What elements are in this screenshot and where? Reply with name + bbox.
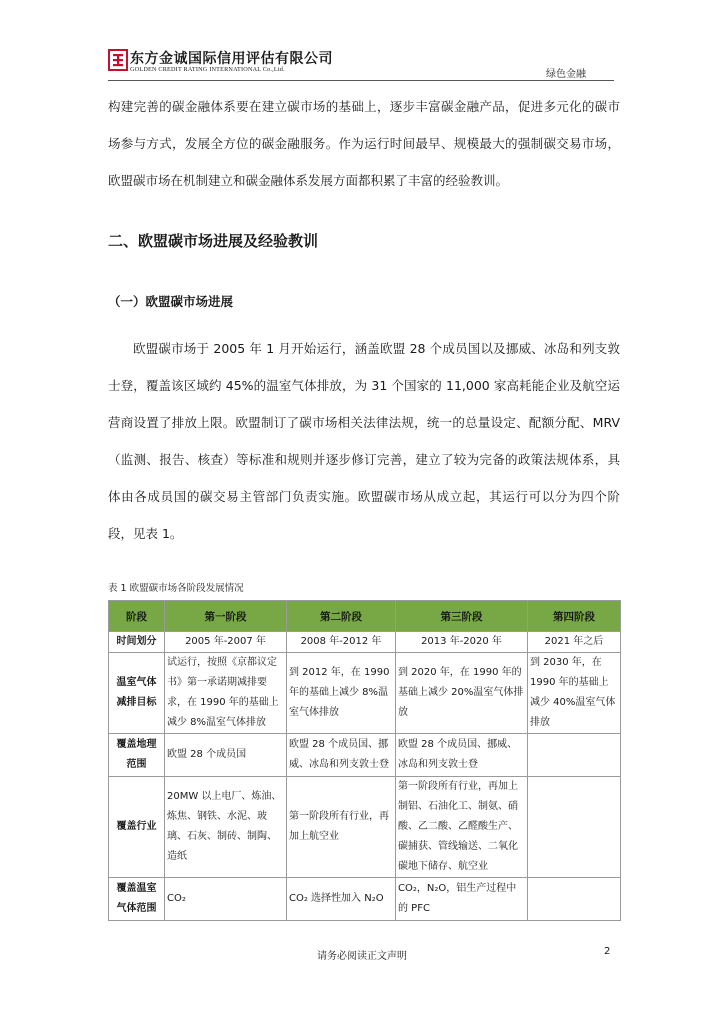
table-cell: 欧盟 28 个成员国 xyxy=(165,734,287,777)
row-label-sector: 覆盖行业 xyxy=(109,777,165,878)
table-cell xyxy=(528,878,621,921)
row-label-target: 温室气体减排目标 xyxy=(109,653,165,734)
eu-ets-phases-table xyxy=(108,600,621,921)
page-number: 2 xyxy=(604,946,611,957)
footer-notice: 请务必阅读正文声明 xyxy=(317,951,407,962)
table-row xyxy=(109,777,621,878)
header-phase-4: 第四阶段 xyxy=(528,601,621,632)
table-header-row xyxy=(109,601,621,632)
table-cell: CO₂ xyxy=(165,878,287,921)
table-cell: 2021 年之后 xyxy=(528,632,621,653)
table-cell: 2005 年-2007 年 xyxy=(165,632,287,653)
table-row xyxy=(109,734,621,777)
table-cell: 到 2030 年，在 1990 年的基础上减少 40%温室气体排放 xyxy=(528,653,621,734)
table-cell: 欧盟 28 个成员国、挪威、冰岛和列支敦士登 xyxy=(396,734,528,777)
header-phase-2: 第二阶段 xyxy=(287,601,396,632)
table-cell: 2008 年-2012 年 xyxy=(287,632,396,653)
section-label: 绿色金融 xyxy=(546,69,586,80)
row-label-gas: 覆盖温室气体范围 xyxy=(109,878,165,921)
header-phase-3: 第三阶段 xyxy=(396,601,528,632)
header-phase: 阶段 xyxy=(109,601,165,632)
table-cell: 欧盟 28 个成员国、挪威、冰岛和列支敦士登 xyxy=(287,734,396,777)
table-cell: CO₂，N₂O，铝生产过程中的 PFC xyxy=(396,878,528,921)
table-cell: 到 2020 年，在 1990 年的基础上减少 20%温室气体排放 xyxy=(396,653,528,734)
table-row xyxy=(109,878,621,921)
table-cell xyxy=(528,734,621,777)
row-label-time: 时间划分 xyxy=(109,632,165,653)
table-row xyxy=(109,653,621,734)
company-name-en: GOLDEN CREDIT RATING INTERNATIONAL Co.,Ltd. xyxy=(130,66,285,73)
intro-paragraph: 构建完善的碳金融体系要在建立碳市场的基础上，逐步丰富碳金融产品，促进多元化的碳市场参与方式，发展全方位的碳金融服务。作为运行时间最早、规模最大的强制碳交易市场，欧盟碳市场在机制建立和碳金融体系发展方面都积累了丰富的经验教训。 xyxy=(108,99,620,188)
table-cell: 第一阶段所有行业，再加上航空业 xyxy=(287,777,396,878)
table-cell: 2013 年-2020 年 xyxy=(396,632,528,653)
table-cell: 第一阶段所有行业，再加上制铝、石油化工、制氨、硝酸、乙二酸、乙醛酸生产、碳捕获、管线输送、二氧化碳地下储存、航空业 xyxy=(396,777,528,878)
row-label-scope: 覆盖地理范围 xyxy=(109,734,165,777)
company-logo-icon xyxy=(108,49,128,71)
table-cell: 到 2012 年，在 1990 年的基础上减少 8%温室气体排放 xyxy=(287,653,396,734)
table-row xyxy=(109,632,621,653)
company-name-cn: 东方金诚国际信用评估有限公司 xyxy=(130,51,333,67)
table-cell: 试运行，按照《京都议定书》第一承诺期减排要求，在 1990 年的基础上减少 8%温室气体排放 xyxy=(165,653,287,734)
subsection-heading: （一）欧盟碳市场进展 xyxy=(108,294,234,309)
table-cell: CO₂ 选择性加入 N₂O xyxy=(287,878,396,921)
body-paragraph: 欧盟碳市场于 2005 年 1 月开始运行，涵盖欧盟 28 个成员国以及挪威、冰岛和列支敦士登，覆盖该区域约 45%的温室气体排放，为 31 个国家的 11,000 家高耗能企业及航空运营商设置了排放上限。欧盟制订了碳市场相关法律法规，统一的总量设定、配额分配、MRV（监测、报告、核查）等标准和规则并逐步修订完善，建立了较为完备的政策法规体系，具体由各成员国的碳交易主管部门负责实施。欧盟碳市场从成立起，其运行可以分为四个阶段，见表 1。 xyxy=(108,341,620,541)
section-heading: 二、欧盟碳市场进展及经验教训 xyxy=(108,232,319,250)
table-cell xyxy=(528,777,621,878)
header-phase-1: 第一阶段 xyxy=(165,601,287,632)
table-caption: 表 1 欧盟碳市场各阶段发展情况 xyxy=(108,583,244,594)
page-header xyxy=(108,46,614,81)
table-cell: 20MW 以上电厂、炼油、炼焦、钢铁、水泥、玻璃、石灰、制砖、制陶、造纸 xyxy=(165,777,287,878)
